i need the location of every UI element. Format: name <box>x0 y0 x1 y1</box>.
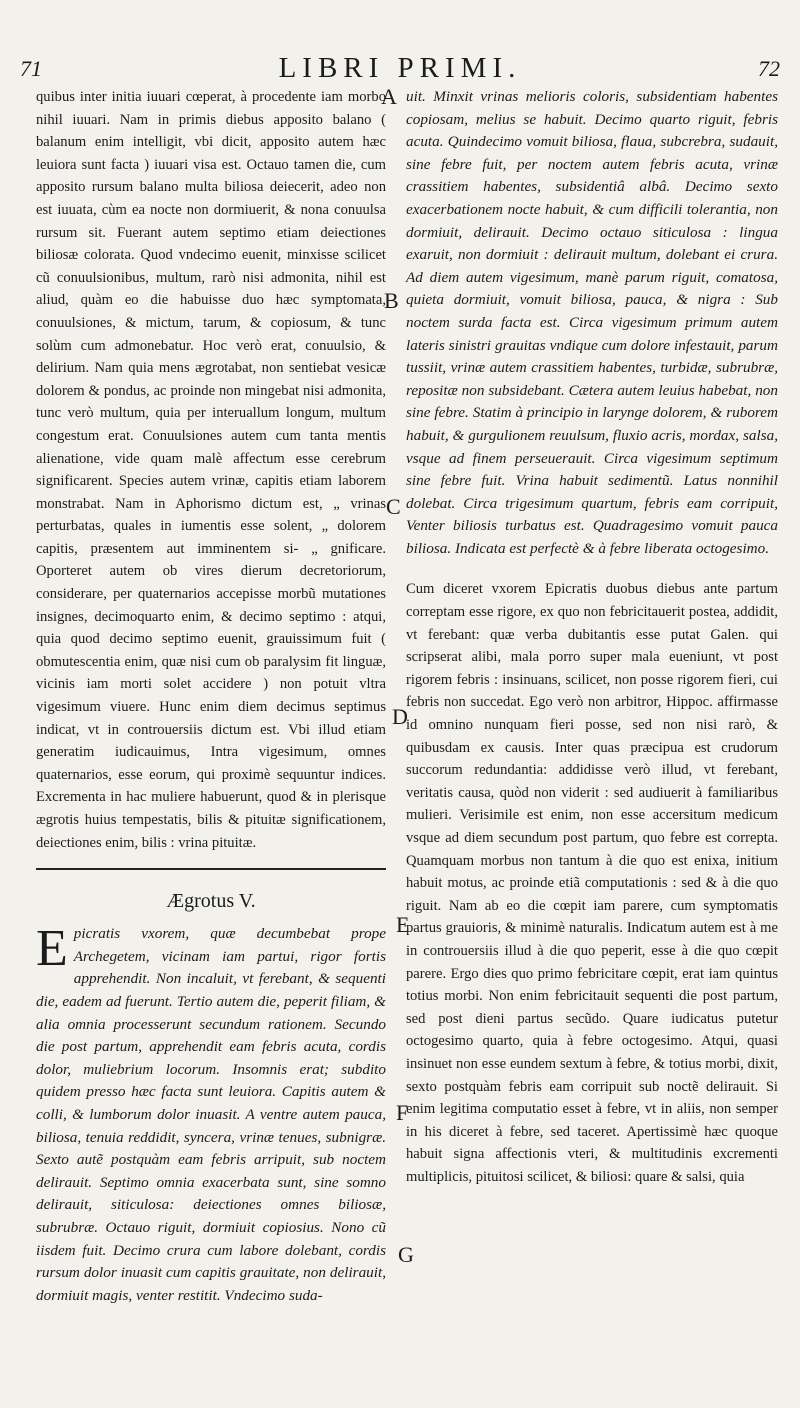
margin-letter-f: F <box>396 1100 409 1125</box>
right-paragraph-2: Cum diceret vxorem Epicratis duobus diebus ante partum correptam esse rigore, ex quo non febricitauerit postea, addidit, vt ferebant: quæ verba dubitantis esse putat Galen. qui scripserat alibi, mala porro super mala eueniunt, vt post rigorem febris : insinuans, scilicet, non posse rigorem fieri, cui febris non succedat. Ego verò non arbitror, Hippoc. affirmasse id omnino nunquam fieri posse, sed non nisi rarò, & quibusdam ex causis. Inter quas præcipua est crudorum succorum redundantia: addidisse verò illud, vt ferebant, veritatis causa, quòd non viderit : sed audiuerit à familiaribus mulieri. Verisimile est enim, non esse accersitum medicum vsque ad diem secundum post partum, quo febre est correpta. Quamquam morbus non tantum à die quo est enixa, initium habuit motus, ac proinde etiã computationis : sed & à die quo riguit. Nam ab eo die cœpit iam parere, cum symptomatis partus grauioris, & minimè naturalis. Indicatum autem est à me in controuersiis illud à die quo peperit, esse à die quo cœpit parere. Ergo dies quo primo febricitare cœpit, erat iam quintus totius morbi. Non enim febricitauit sequenti die post partum, sed post dieni partus secũdo. Quare iudicatus putetur octogesimo quarto, quia à febre octogesimo. Atqui, quasi insinuet non esse eundem sextum à febre, & totius morbi, dixit, sexto postquàm febris eam corripuit sub noctẽ delirauit. Si enim legitima computatio esset à febre, vt in aliis, non semper in his diceret à febre, sed taceret. Apertissimè hæc quoque habuit signa affectionis vteri, & multitudinis excrementi multiplicis, pituitosi scilicet, & biliosi: quare & salsi, quia <box>406 581 778 1185</box>
margin-letter-b: B <box>384 288 399 313</box>
left-paragraph-2 <box>36 920 386 1307</box>
left-column <box>36 86 386 1307</box>
left-paragraph-1: quibus inter initia iuuari cœperat, à procedente iam morbo nihil iuuari. Nam in primis diebus apposito balano ( balanum enim intelligit, vbi dicit, apposito autem hæc leuiora sunt facta ) iuuari visa est. Octauo tamen die, cum apposito rursum balano multa biliosa deiecerit, adeo non est iuuata, cùm ea nocte non dormiuerit, & nona conuulsa rursum sit. Fuerant autem septimo etiam deiectiones biliosæ colorata. Quod vndecimo euenit, minxisse scilicet cũ conuulsionibus, multum, rarò nisi admonita, nihil est aliud, quàm eo die habuisse duo hæc symptomata, conuulsiones, & mictum, tarum, & copiosum, & tunc solùm cum admonebatur. Hoc verò erat, conuulsio, & delirium. Nam quia mens ægrotabat, non sentiebat vesicæ dolorem & pondus, ac proinde non mingebat nisi admonita, tunc verò multum, quia per interuallum longum, multum congestum erat. Conuulsiones autem cum tanta mentis alienatione, vide quam malè affectum esse cerebrum significarent. Species autem vrinæ, capitis etiam laborem monstrabat. Nam in Aphorismo dictum est, „ vrinas perturbatas, quales in iumentis esse solent, „ dolorem capitis, præsentem aut imminentem si- „ gnificare. Oporteret autem ob vires dierum decretoriorum, considerare, per quaternarios accepisse morbũ mutationes insignes, decimoquarto enim, & decimo septimo : atqui, quia quod decimo septimo euenit, grauissimum fuit ( obmutescentia enim, quæ nisi cum ob paralysim fit linguæ, vicinis iam morti solet accidere ) non potuit vltra vigesimum viuere. Hunc enim diem decimus septimus indicat, vt in controuersiis dictum est. Vbi illud etiam generatim iudicauimus, Intra vigesimum, omnes quaternarios, esse eorum, qui proximè sequuntur indices. Excrementa in hac muliere habuerunt, quod & in plerisque ægrotis huius tempestatis, bilis & pituitæ significationem, deiectiones enim, bilis : vrina pituitæ. <box>36 89 386 851</box>
margin-letter-g: G <box>398 1242 414 1267</box>
page-number-right: 72 <box>758 56 780 81</box>
page-number-left: 71 <box>20 56 42 81</box>
section-divider <box>36 868 386 870</box>
margin-letter-d: D <box>392 704 408 729</box>
section-heading: Ægrotus V. <box>166 890 256 913</box>
paragraph-spacer <box>406 560 778 578</box>
margin-letter-a: A <box>381 84 397 109</box>
margin-letter-c: C <box>386 494 401 519</box>
right-paragraph-1: uit. Minxit vrinas melioris coloris, subsidentiam habentes copiosam, melius se habuit. Decimo quarto riguit, febris acuta. Quindecimo vomuit biliosa, flaua, subcrebra, sudauit, sine febre fuit, per noctem autem febris acuta, vrinæ crassitiem habentes, subsidentiâ albâ. Decimo sexto exacerbationem nocte habuit, & cum difficili tolerantia, non dormiuit, delirauit. Decimo octauo siticulosa : lingua exaruit, non dormiuit : delirauit multum, dolebant ei crura. Ad diem autem vigesimum, manè parum riguit, comatosa, quieta dormiuit, vomuit biliosa, pauca, & nigra : Sub noctem surda facta est. Circa vigesimum primum autem lateris sinistri grauitas vndique cum dolore infestauit, parum tussiit, vrinæ autem crassitiem habentes, turbidæ, subrubræ, repositæ non subsidebant. Cætera autem leuius habebat, non sine febre. Statim à principio in larynge dolorem, & ruborem habuit, & gurgulionem reuulsum, fluxio acris, mordax, salsa, vsque ad finem perseuerauit. Circa vigesimum septimum sine febre fuit. Vrina habuit sedimentũ. Latus nonnihil dolebat. Circa trigesimum quartum, febris eam corripuit, Venter biliosis turbatus est. Quadragesimo vomuit pauca biliosa. Indicata est perfectè & à febre liberata octogesimo. <box>406 88 778 557</box>
right-column <box>406 86 778 1189</box>
margin-letter-e: E <box>396 912 410 937</box>
drop-cap: E <box>36 920 68 978</box>
running-title: LIBRI PRIMI. <box>278 52 522 84</box>
left-paragraph-2-text: picratis vxorem, quæ decumbebat prope Archegetem, vicinam iam partui, rigor fortis apprehendit. Non incaluit, vt ferebant, & sequenti die, eadem ad fuerunt. Tertio autem die, peperit filiam, & alia omnia processerunt secundum rationem. Secundo die post partum, apprehendit eam febris acuta, cordis dolor, muliebrium locorum. Insomnis erat; subdito quidem presso hæc facta sunt leuiora. Capitis autem & colli, & lumborum dolor inuasit. A ventre autem pauca, biliosa, tenuia reddidit, syncera, vrinæ tenues, subnigræ. Sexto autẽ postquàm eam febris arripuit, sub noctem delirauit. Septimo omnia exacerbata sunt, sine somno delirauit, siticulosa: deiectiones omnes biliosæ, subrubræ. Octauo riguit, dormiuit copiosius. Nono cũ iisdem fuit. Decimo crura cum labore dolebant, cordis rursum dolor inuasit cum capitis grauitate, non delirauit, dormiuit magis, venter restitit. Vndecimo suda- <box>36 925 386 1304</box>
